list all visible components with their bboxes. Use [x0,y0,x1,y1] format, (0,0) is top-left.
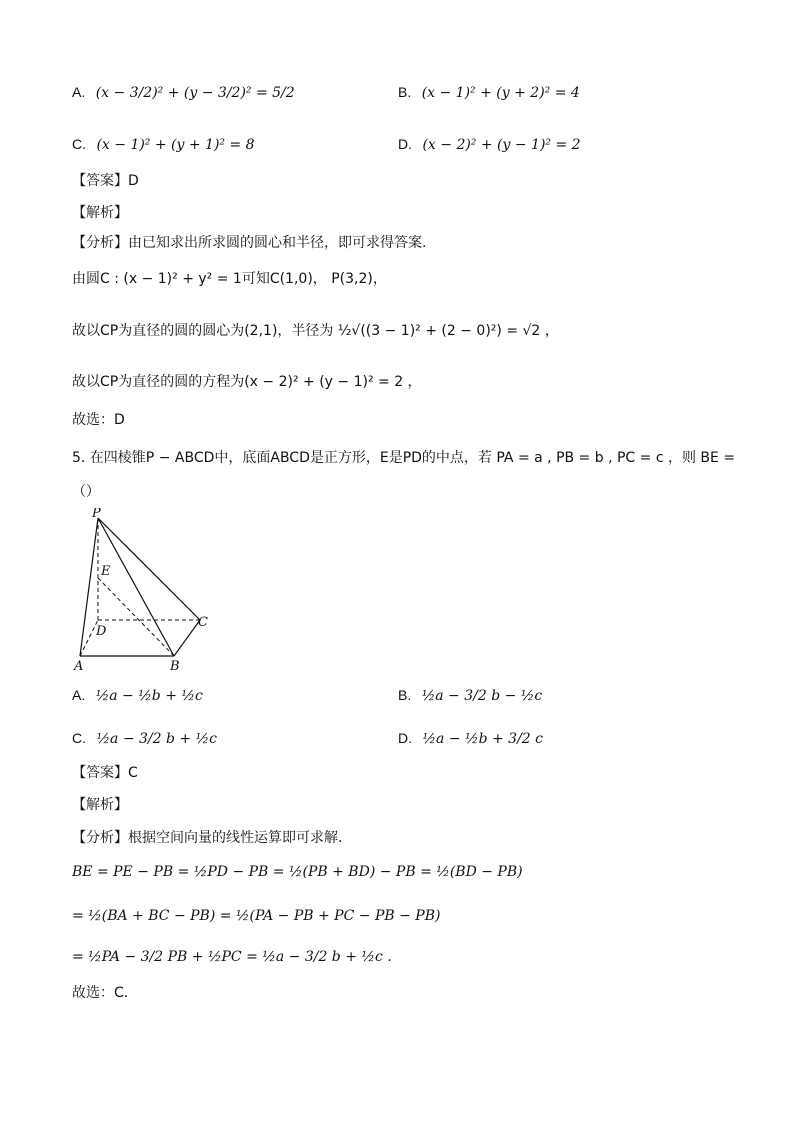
q4-answer: 【答案】D [72,173,139,189]
q5-analysis-intro: 【分析】根据空间向量的线性运算即可求解. [72,830,343,846]
label-c: C [198,615,208,630]
option-expr: (x − 1)² + (y + 1)² = 8 [96,137,255,153]
option-label: D. [398,730,412,746]
q5-option-b [398,685,542,706]
q5-option-d [398,728,543,749]
q4-analysis-intro: 【分析】由已知求出所求圆的圆心和半径，即可求得答案. [72,235,427,251]
edge-pc [98,518,200,620]
option-label: B. [398,687,412,703]
q4-step-3: 故以CP为直径的圆的方程为(x − 2)² + (y − 1)² = 2 ， [72,374,422,390]
option-expr: ½a − 3/2 b − ½c [421,688,543,704]
q5-paren: （） [72,484,100,500]
label-b: B [170,659,180,673]
option-label: C. [72,730,86,746]
option-expr: ½a − ½b + 3/2 c [422,731,543,747]
option-label: D. [398,136,412,152]
option-label: A. [72,687,86,703]
edge-eb [98,578,174,656]
option-label: A. [72,84,86,100]
q5-derivation-3: = ½PA − 3/2 PB + ½PC = ½a − 3/2 b + ½c . [72,949,392,965]
q4-analysis-heading: 【解析】 [72,205,128,221]
q5-derivation-1: BE = PE − PB = ½PD − PB = ½(PB + BD) − PB = ½(BD − PB) [72,864,523,880]
q4-option-c [72,134,255,155]
pyramid-figure [72,508,222,673]
label-d: D [96,624,107,639]
q5-choice: 故选：C. [72,985,129,1001]
q4-step-1: 由圆C : (x − 1)² + y² = 1可知C(1,0)， P(3,2)， [72,271,387,287]
label-p: P [92,508,101,521]
edge-pb [98,518,174,656]
option-expr: ½a − 3/2 b + ½c [96,731,217,747]
q5-stem: 5. 在四棱锥P − ABCD中，底面ABCD是正方形，E是PD的中点，若 PA = a , PB = b , PC = c ，则 BE = [72,450,736,466]
q4-choice: 故选：D [72,412,125,428]
q4-option-a [72,82,295,103]
q5-answer: 【答案】C [72,765,138,781]
option-label: B. [398,84,412,100]
q4-option-b [398,82,580,103]
edge-bc [174,620,200,656]
option-label: C. [72,136,86,152]
q5-option-c [72,728,217,749]
q5-derivation-2: = ½(BA + BC − PB) = ½(PA − PB + PC − PB − PB) [72,908,441,924]
option-expr: (x − 1)² + (y + 2)² = 4 [421,85,580,101]
option-expr: (x − 3/2)² + (y − 3/2)² = 5/2 [95,85,295,101]
option-expr: (x − 2)² + (y − 1)² = 2 [422,137,581,153]
label-e: E [101,564,111,579]
q5-option-a [72,685,203,706]
option-expr: ½a − ½b + ½c [95,688,203,704]
q5-analysis-heading: 【解析】 [72,797,128,813]
q4-step-2: 故以CP为直径的圆的圆心为(2,1)，半径为 ½√((3 − 1)² + (2 − 0)²) = √2 ， [72,323,559,339]
label-a: A [74,659,84,673]
q4-option-d [398,134,581,155]
